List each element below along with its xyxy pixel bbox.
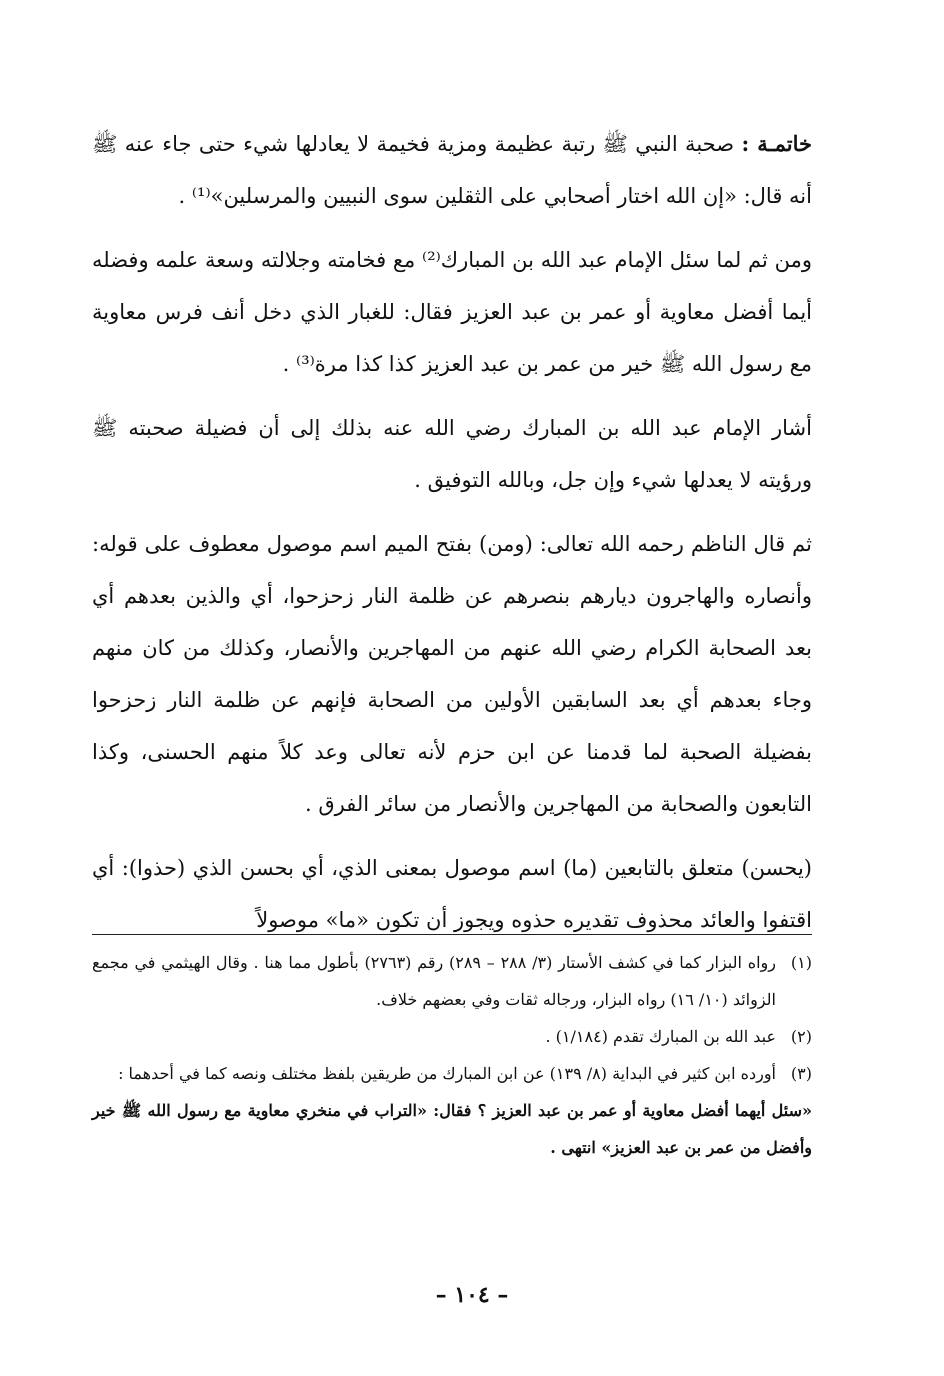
paragraph-indication: أشار الإمام عبد الله بن المبارك رضي الله عنه بذلك إلى أن فضيلة صحبته ﷺ ورؤيته لا يعدلها شيء وإن جل، وبالله التوفيق . (92, 416, 812, 492)
footnote-3 (92, 1055, 812, 1092)
footnote-3-quote: «سئل أيهما أفضل معاوية أو عمر بن عبد العزيز ؟ فقال: «التراب في منخري معاوية مع رسول الله ﷺ خير وأفضل من عمر بن عبد العزيز» انتهى . (92, 1101, 812, 1157)
footnote-1 (92, 944, 812, 1018)
paragraph-grammar: (يحسن) متعلق بالتابعين (ما) اسم موصول بمعنى الذي، أي بحسن الذي (حذوا): أي اقتفوا والعائد محذوف تقديره حذوه ويجوز أن تكون «ما» موصولاً (92, 856, 812, 932)
paragraph-poet-commentary: ثم قال الناظم رحمه الله تعالى: (ومن) بفتح الميم اسم موصول معطوف على قوله: وأنصاره والهاجرون ديارهم بنصرهم عن ظلمة النار زحزحوا، أي والذين بعدهم أي بعد الصحابة الكرام رضي الله عنهم من المهاجرين والأنصار، وكذلك من كان منهم وجاء بعدهم أي بعد السابقين الأولين من الصحابة فإنهم عن ظلمة النار زحزحوا بفضيلة الصحبة لما قدمنا عن ابن حزم لأنه تعالى وعد كلاً منهم الحسنى، وكذا التابعون والصحابة من المهاجرين والأنصار من سائر الفرق . (92, 532, 812, 816)
paragraph-ibn-mubarak: ومن ثم لما سئل الإمام عبد الله بن المبارك⁽²⁾ مع فخامته وجلالته وسعة علمه وفضله أيما أفضل معاوية أو عمر بن عبد العزيز فقال: للغبار الذي دخل أنف فرس معاوية مع رسول الله ﷺ خير من عمر بن عبد العزيز كذا كذا مرة⁽³⁾ . (92, 248, 812, 376)
footnote-2-number: (٢) (790, 1027, 812, 1046)
footnote-3-number: (٣) (790, 1064, 812, 1083)
footnote-separator (92, 934, 812, 935)
footnotes (92, 944, 812, 1166)
footnote-1-number: (١) (790, 953, 812, 972)
footnote-3-text: أورده ابن كثير في البداية (٨/ ١٣٩) عن ابن المبارك من طريقين بلفظ مختلف ونصه كما في أحدهما : (118, 1064, 776, 1083)
paragraph-conclusion (92, 118, 812, 222)
conclusion-heading: خاتمـة : (741, 131, 812, 156)
footnote-1-text: رواه البزار كما في كشف الأستار (٣/ ٢٨٨ – ٢٨٩) رقم (٢٧٦٣) بأطول مما هنا . وقال الهيثمي في مجمع الزوائد (١٠/ ١٦) رواه البزار، ورجاله ثقات وفي بعضهم خلاف. (92, 953, 777, 1009)
footnote-2-text: عبد الله بن المبارك تقدم (١/١٨٤) . (545, 1027, 776, 1046)
footnote-2 (92, 1018, 812, 1055)
main-text (92, 118, 812, 958)
conclusion-text: صحبة النبي ﷺ رتبة عظيمة ومزية فخيمة لا يعادلها شيء حتى جاء عنه ﷺ أنه قال: «إن الله اختار أصحابي على الثقلين سوى النبيين والمرسلين»⁽¹⁾ . (92, 132, 812, 208)
page-number: – ١٠٤ – (435, 1282, 509, 1308)
